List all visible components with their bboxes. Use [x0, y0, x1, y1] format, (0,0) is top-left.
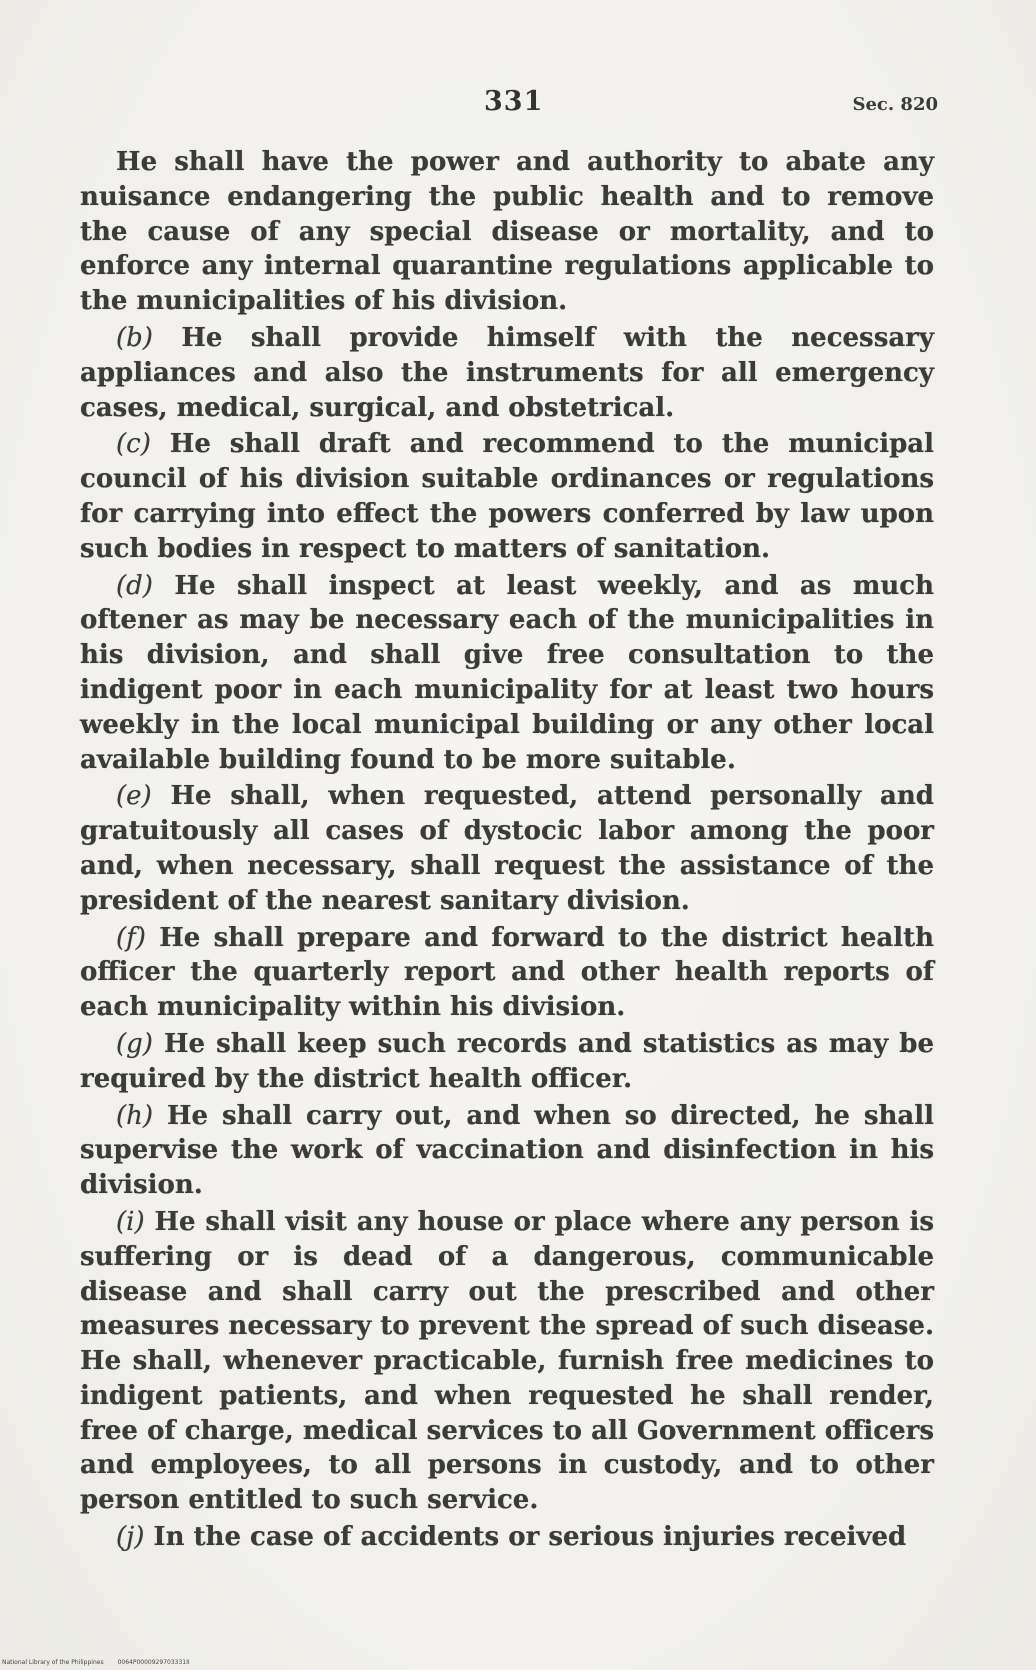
- paragraph-text: In the case of accidents or serious injuries received: [144, 1522, 907, 1553]
- paragraph-letter: (f): [116, 922, 146, 953]
- paragraph-text: He shall draft and recommend to the municipal council of his division suitable ordinances or regulations for carrying into effect the powers conferred by law upon such bodies in respect to matters of sanitation.: [80, 429, 934, 564]
- paragraph-letter: (e): [116, 781, 152, 812]
- paragraph-letter: (j): [116, 1522, 145, 1553]
- page-header: [0, 82, 1036, 122]
- scan-code: 0064P0000929703331II: [117, 1659, 190, 1666]
- paragraph-letter: (h): [116, 1100, 154, 1131]
- section-reference: Sec. 820: [852, 94, 938, 115]
- paragraph-text: He shall have the power and authority to abate any nuisance endangering the public health and to remove the cause of any special disease or mortality, and to enforce any internal quarantine regulations applicable to the municipalities of his division.: [80, 147, 934, 317]
- paragraph-text: He shall provide himself with the necessary appliances and also the instruments for all emergency cases, medical, surgical, and obstetrical.: [80, 322, 934, 423]
- paragraph-text: He shall prepare and forward to the district health officer the quarterly report and other health reports of each municipality within his division.: [80, 922, 934, 1023]
- library-name: National Library of the Philippines: [2, 1659, 104, 1666]
- paragraph-letter: (g): [116, 1028, 153, 1059]
- paragraph-text: He shall, when requested, attend personally and gratuitously all cases of dystocic labor among the poor and, when necessary, shall request the assistance of the president of the nearest sanitary division.: [80, 781, 934, 916]
- paragraph-i: [80, 1205, 934, 1518]
- paragraph-j: [80, 1520, 934, 1555]
- paragraph-letter: (i): [116, 1206, 145, 1237]
- paragraph-text: He shall carry out, and when so directed, he shall supervise the work of vaccination and disinfection in his division.: [80, 1100, 934, 1201]
- paragraph-text: He shall inspect at least weekly, and as much oftener as may be necessary each of the municipalities in his division, and shall give free consultation to the indigent poor in each municipality for at least two hours weekly in the local municipal building or any other local available building found to be more suitable.: [80, 570, 934, 775]
- paragraph-g: [80, 1027, 934, 1097]
- paragraph-e: [80, 779, 934, 918]
- page-number: 331: [484, 86, 544, 117]
- scan-footer: [2, 1659, 190, 1666]
- paragraph-h: [80, 1099, 934, 1203]
- paragraph-letter: (d): [116, 570, 153, 601]
- body-text: [80, 145, 934, 1555]
- paragraph-c: [80, 427, 934, 566]
- paragraph-text: He shall visit any house or place where any person is suffering or is dead of a dangerous, communicable disease and shall carry out the prescribed and other measures necessary to prevent the spread of such disease. He shall, whenever practicable, furnish free medicines to indigent patients, and when requested he shall render, free of charge, medical services to all Government officers and employees, to all persons in custody, and to other person entitled to such service.: [80, 1206, 934, 1516]
- paragraph-letter: (c): [116, 429, 151, 460]
- paragraph-f: [80, 921, 934, 1025]
- paragraph-b: [80, 321, 934, 425]
- paragraph-d: [80, 569, 934, 778]
- paragraph-text: He shall keep such records and statistics as may be required by the district health officer.: [80, 1028, 934, 1094]
- paragraph-a: [80, 145, 934, 319]
- paragraph-letter: (b): [116, 322, 153, 353]
